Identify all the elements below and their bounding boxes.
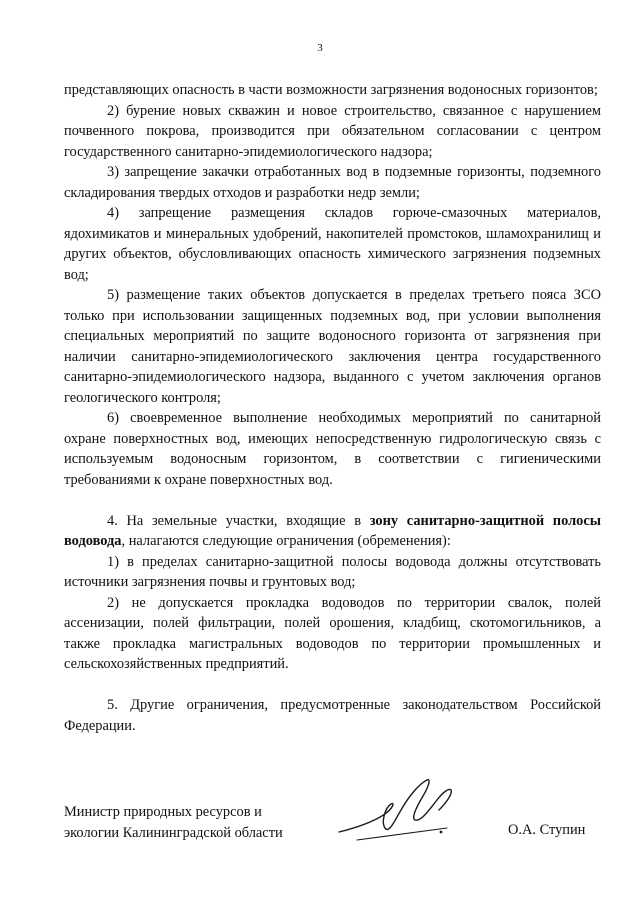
signatory-title-line-2: экологии Калининградской области xyxy=(64,824,283,841)
signatory-title xyxy=(64,802,283,843)
section-4-intro-pre: 4. На земельные участки, входящие в xyxy=(107,512,370,529)
paragraph-item-5: 5) размещение таких объектов допускается в пределах третьего пояса ЗСО только при использовании защищенных подземных вод, при условии выполнения специальных мероприятий по защите водоносного горизонта от загрязнения при наличии санитарно-эпидемиологического заключения центра государственного санитарно-эпидемиологического надзора, выданного с учетом заключения органов геологического контроля; xyxy=(64,287,601,406)
handwritten-signature xyxy=(335,770,475,850)
section-4-item-1: 1) в пределах санитарно-защитной полосы водовода должны отсутствовать источники загрязнения почвы и грунтовых вод; xyxy=(64,553,601,590)
section-4-intro-post: , налагаются следующие ограничения (обременения): xyxy=(121,533,451,549)
paragraph-continuation: представляющих опасность в части возможности загрязнения водоносных горизонтов; xyxy=(64,82,598,98)
paragraph-item-2: 2) бурение новых скважин и новое строительство, связанное с нарушением почвенного покрова, производится при обязательном согласовании с центром государственного санитарно-эпидемиологического надзора; xyxy=(64,102,601,160)
section-4-intro xyxy=(64,511,601,552)
paragraph-item-4: 4) запрещение размещения складов горюче-смазочных материалов, ядохимикатов и минеральных удобрений, накопителей промстоков, шламохранилищ и других объектов, обусловливающих опасность химического загрязнения подземных вод; xyxy=(64,205,601,283)
section-4-intro-bold: зону санитарно-защитной полосы водовода xyxy=(64,512,601,549)
paragraph-item-6: 6) своевременное выполнение необходимых мероприятий по санитарной охране поверхностных вод, имеющих непосредственную гидрологическую связь с используемым водоносным горизонтом, в соответствии с гигиеническими требованиями к охране поверхностных вод. xyxy=(64,410,601,488)
page-number: 3 xyxy=(317,42,323,54)
document-body xyxy=(64,80,601,736)
paragraph-item-3: 3) запрещение закачки отработанных вод в подземные горизонты, подземного складирования твердых отходов и разработки недр земли; xyxy=(64,164,601,201)
signatory-title-line-1: Министр природных ресурсов и xyxy=(64,804,262,820)
signatory-name: О.А. Ступин xyxy=(508,822,586,838)
section-5: 5. Другие ограничения, предусмотренные законодательством Российской Федерации. xyxy=(64,697,601,734)
section-4-item-2: 2) не допускается прокладка водоводов по территории свалок, полей ассенизации, полей фильтрации, полей орошения, кладбищ, скотомогильников, а также прокладка магистральных водоводов по территории промышленных и сельскохозяйственных предприятий. xyxy=(64,594,601,672)
